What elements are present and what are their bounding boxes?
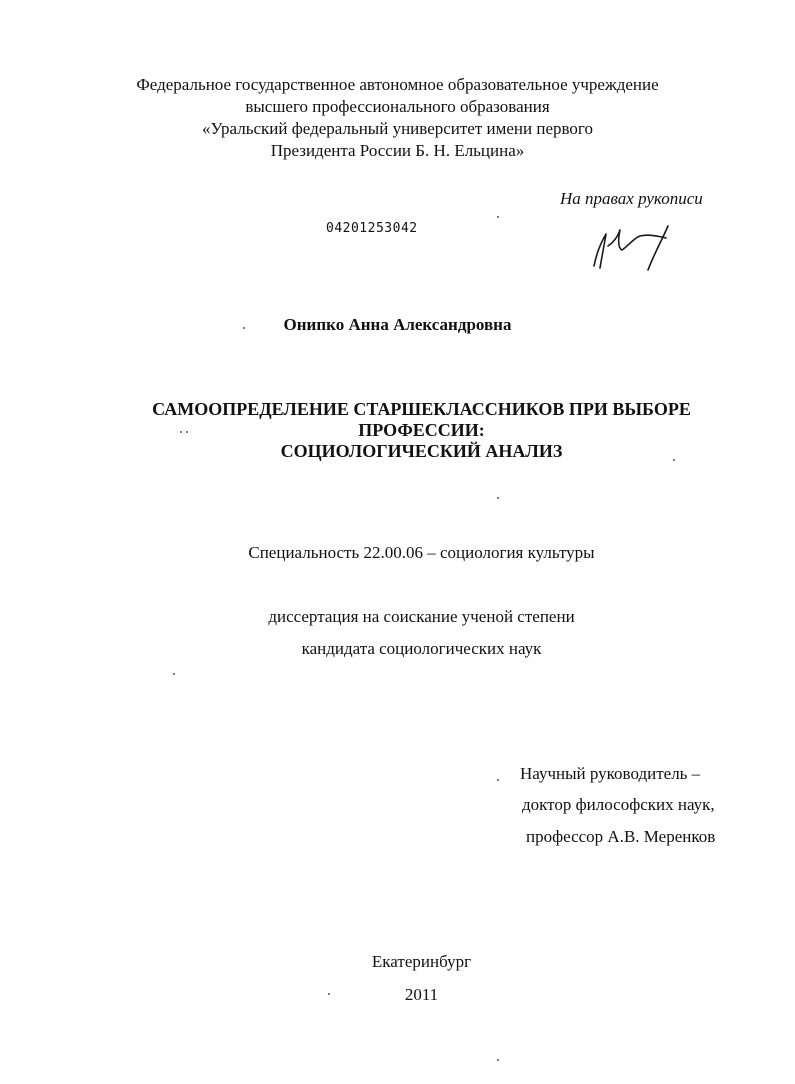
degree-line-1: диссертация на соискание ученой степени bbox=[268, 607, 575, 626]
scan-speck bbox=[173, 673, 175, 675]
year: 2011 bbox=[404, 985, 439, 1004]
institution-line-3: «Уральский федеральный университет имени первого bbox=[202, 119, 593, 138]
supervisor-line-2: доктор философских наук, bbox=[522, 795, 715, 814]
scan-speck bbox=[497, 216, 499, 218]
supervisor-line-3: профессор А.В. Меренков bbox=[526, 827, 716, 846]
signature bbox=[588, 216, 688, 276]
degree-line-2: кандидата социологических наук bbox=[301, 639, 542, 658]
title-line-3: СОЦИОЛОГИЧЕСКИЙ АНАЛИЗ bbox=[280, 441, 563, 461]
institution-line-2: высшего профессионального образования bbox=[245, 97, 550, 116]
city: Екатеринбург bbox=[371, 952, 472, 971]
scan-speck bbox=[328, 993, 330, 995]
document-code: 04201253042 bbox=[326, 221, 418, 236]
title-line-2: ПРОФЕССИИ: bbox=[358, 420, 485, 440]
specialty: Специальность 22.00.06 – социология культуры bbox=[248, 543, 595, 562]
scan-speck bbox=[180, 431, 182, 433]
scan-speck bbox=[497, 779, 499, 781]
title-line-1: САМООПРЕДЕЛЕНИЕ СТАРШЕКЛАССНИКОВ ПРИ ВЫБОРЕ bbox=[152, 399, 691, 419]
scan-speck bbox=[497, 497, 499, 499]
scan-speck bbox=[186, 431, 188, 433]
scan-speck bbox=[243, 327, 245, 329]
scan-speck bbox=[673, 459, 675, 461]
institution-line-4: Президента России Б. Н. Ельцина» bbox=[270, 141, 525, 160]
supervisor-line-1: Научный руководитель – bbox=[520, 764, 701, 783]
author-name: Онипко Анна Александровна bbox=[283, 315, 512, 334]
institution-line-1: Федеральное государственное автономное образовательное учреждение bbox=[136, 75, 659, 94]
scan-speck bbox=[497, 1059, 499, 1061]
manuscript-note: На правах рукописи bbox=[560, 189, 703, 208]
